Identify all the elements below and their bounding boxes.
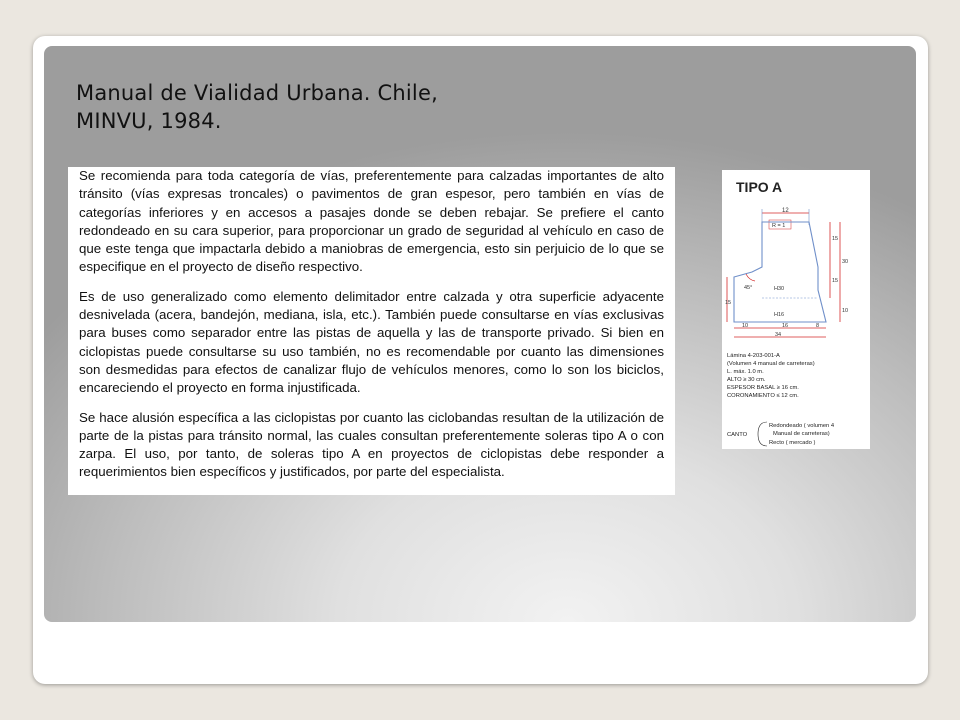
canto-label: CANTO [727, 432, 748, 438]
note-line: ALTO ≥ 30 cm. [727, 377, 766, 383]
canto-option: Redondeado ( volumen 4 [769, 423, 835, 429]
dim-bottom-total: 34 [775, 332, 782, 338]
paragraph-3: Se hace alusión específica a las ciclopistas por cuanto las ciclobandas resultan de la utilización de parte de la pistas para tránsito normal, las cuales consultan preferentemente soleras tipo A o con zarpa. El uso, por tanto, de soleras tipo A en proyectos de ciclopistas debe responder a requerimientos bien específicos y justificados, por parte del especialista. [79, 409, 664, 480]
note-line: (Volumen 4 manual de carreteras) [727, 361, 815, 367]
paragraph-2: Es de uso generalizado como elemento delimitador entre calzada y otra superficie adyacente desnivelada (acera, bandejón, mediana, isla, etc.). También puede consultarse en vías exclusivas para buses como separador entre las pistas de aquella y las de transporte privado. Si bien en ciclopistas puede consultarse su uso también, no es recomendable por cuanto las dimensiones son desmedidas para efectos de canalizar flujo de vehículos menores, como lo son los biciclos, encareciendo el proyecto en forma injustificada. [79, 288, 664, 396]
canto-option: Recto ( mercado ) [769, 440, 816, 446]
dim-radius: R = 1 [772, 223, 786, 229]
paragraph-1: Se recomienda para toda categoría de vías, preferentemente para calzadas importantes de alto tránsito (vías expresas troncales) o pavimentos de gran espesor, pero también en vías de categorías inferiores y en accesos a pasajes donde se deben rebajar. Se prefiere el canto redondeado en su cara superior, para proporcionar un grado de seguridad al vehículo en caso de que este tenga que impactarla debido a maniobras de emergencia, esto sin perjuicio de lo que se especifique en el proyecto de diseño respectivo. [79, 168, 664, 275]
curb-diagram [722, 170, 870, 449]
note-line: CORONAMIENTO ≤ 12 cm. [727, 393, 799, 399]
dim-angle: 45° [744, 285, 753, 291]
diagram-notes [727, 353, 815, 399]
dim-bottom-a: 10 [742, 323, 749, 329]
canto-brace [758, 422, 767, 446]
canto-options [769, 423, 835, 446]
dim-left: 15 [725, 300, 732, 306]
canto-option: Manual de carreteras) [773, 431, 830, 437]
title-line-1: Manual de Vialidad Urbana. Chile, [76, 81, 438, 105]
text-panel [68, 167, 675, 495]
slide-title [76, 79, 676, 135]
dim-right-total: 30 [842, 259, 849, 265]
title-line-2: MINVU, 1984. [76, 109, 222, 133]
diagram-title: TIPO A [736, 179, 783, 195]
angle-arc [746, 274, 755, 281]
dim-right-lower: 10 [842, 308, 849, 314]
dim-right-upper: 15 [832, 236, 839, 242]
dim-right-mid: 15 [832, 278, 839, 284]
note-line: Lámina 4-203-001-A [727, 353, 780, 359]
dim-top: 12 [782, 208, 789, 214]
note-line: L. máx. 1.0 m. [727, 369, 764, 375]
dim-bottom-c: 8 [816, 323, 820, 329]
note-line: ESPESOR BASAL ≥ 16 cm. [727, 385, 799, 391]
curb-diagram-svg [722, 170, 870, 449]
curb-profile [734, 222, 826, 322]
section-upper-label: H30 [774, 286, 785, 292]
section-lower-label: H16 [774, 312, 785, 318]
dim-bottom-b: 16 [782, 323, 789, 329]
